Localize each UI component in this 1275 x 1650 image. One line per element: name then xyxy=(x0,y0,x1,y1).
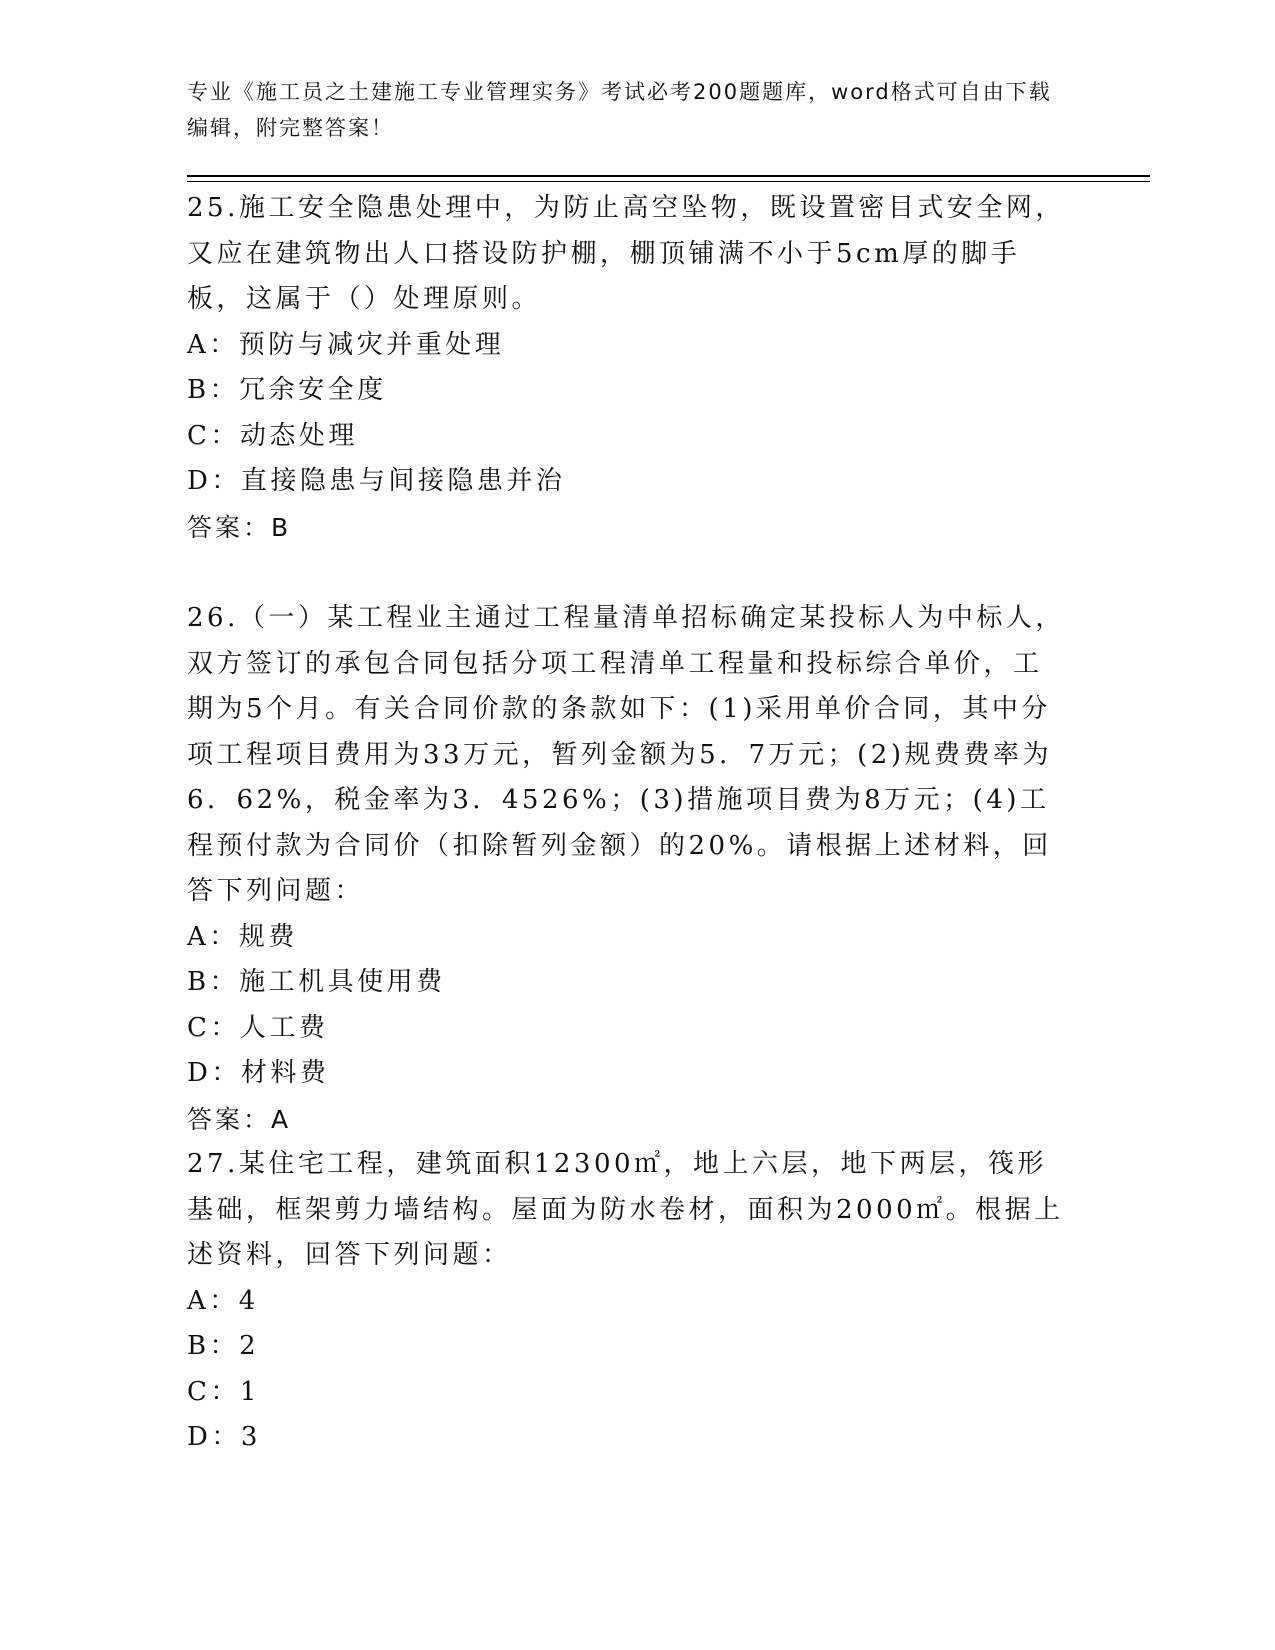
question-stem: 25.施工安全隐患处理中，为防止高空坠物，既设置密目式安全网，又应在建筑物出人口搭设防护棚，棚顶铺满不小于5cm厚的脚手板，这属于（）处理原则。 xyxy=(187,193,1065,314)
option-c: C：1 xyxy=(187,1376,260,1407)
question-stem: 26.（一）某工程业主通过工程量清单招标确定某投标人为中标人，双方签订的承包合同包括分项工程清单工程量和投标综合单价，工期为5个月。有关合同价款的条款如下：(1)采用单价合同，其中分项工程项目费用为33万元，暂列金额为5．7万元；(2)规费费率为6．62%，税金率为3．4526%；(3)措施项目费为8万元；(4)工程预付款为合同价（扣除暂列金额）的20%。请根据上述材料，回答下列问题： xyxy=(187,603,1065,906)
question-26 xyxy=(187,596,1067,1142)
header-divider-thin xyxy=(187,181,1150,182)
question-27 xyxy=(187,1142,1067,1461)
header-divider-thick xyxy=(187,175,1150,177)
option-a: A：预防与减灾并重处理 xyxy=(187,329,505,360)
answer-line: 答案：A xyxy=(187,1104,292,1134)
option-d: D：直接隐患与间接隐患并治 xyxy=(187,466,566,496)
option-c: C：人工费 xyxy=(187,1012,329,1043)
option-b: B：冗余安全度 xyxy=(187,375,387,405)
document-header: 专业《施工员之土建施工专业管理实务》考试必考200题题库，word格式可自由下载编辑，附完整答案！ xyxy=(187,80,1052,140)
option-b: B：施工机具使用费 xyxy=(187,967,446,997)
question-stem: 27.某住宅工程，建筑面积12300㎡，地上六层，地下两层，筏形基础，框架剪力墙结构。屋面为防水卷材，面积为2000㎡。根据上述资料，回答下列问题： xyxy=(187,1149,1064,1270)
option-b: B：2 xyxy=(187,1331,260,1361)
option-d: D：材料费 xyxy=(187,1058,330,1088)
option-a: A：4 xyxy=(187,1285,259,1316)
question-25 xyxy=(187,186,1067,550)
option-c: C：动态处理 xyxy=(187,420,358,451)
answer-line: 答案：B xyxy=(187,512,292,542)
option-a: A：规费 xyxy=(187,921,298,952)
option-d: D：3 xyxy=(187,1422,261,1452)
